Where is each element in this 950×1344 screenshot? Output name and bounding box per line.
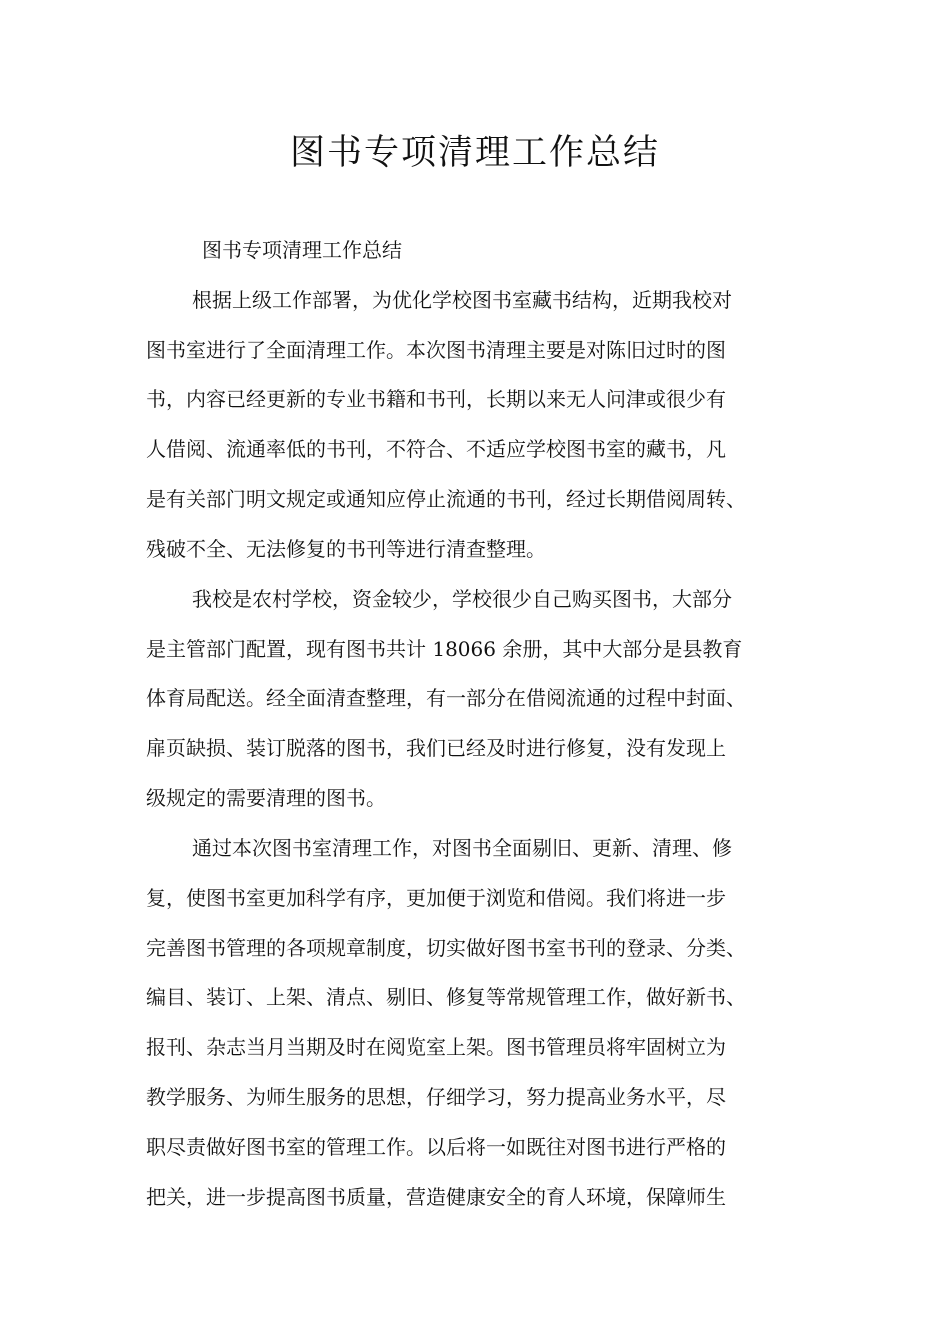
paragraph-3-line-4: 编目、装订、上架、清点、剔旧、修复等常规管理工作，做好新书、 — [146, 985, 746, 1009]
paragraph-3-line-3: 完善图书管理的各项规章制度，切实做好图书室书刊的登录、分类、 — [146, 936, 746, 960]
paragraph-2-line-3: 体育局配送。经全面清查整理，有一部分在借阅流通的过程中封面、 — [146, 686, 746, 710]
paragraph-1-line-5: 是有关部门明文规定或通知应停止流通的书刊，经过长期借阅周转、 — [146, 487, 746, 511]
paragraph-1-line-3: 书，内容已经更新的专业书籍和书刊，长期以来无人问津或很少有 — [146, 387, 726, 411]
paragraph-1-line-6: 残破不全、无法修复的书刊等进行清查整理。 — [146, 537, 546, 561]
paragraph-2-line-1: 我校是农村学校，资金较少，学校很少自己购买图书，大部分 — [192, 587, 732, 611]
document-subtitle: 图书专项清理工作总结 — [202, 238, 402, 262]
paragraph-1-line-4: 人借阅、流通率低的书刊，不符合、不适应学校图书室的藏书，凡 — [146, 437, 726, 461]
paragraph-3-line-6: 教学服务、为师生服务的思想，仔细学习，努力提高业务水平，尽 — [146, 1085, 726, 1109]
paragraph-3-line-1: 通过本次图书室清理工作，对图书全面剔旧、更新、清理、修 — [192, 836, 732, 860]
paragraph-3-line-8: 把关，进一步提高图书质量，营造健康安全的育人环境，保障师生 — [146, 1185, 726, 1209]
paragraph-3-line-2: 复，使图书室更加科学有序，更加便于浏览和借阅。我们将进一步 — [146, 886, 726, 910]
paragraph-3-line-7: 职尽责做好图书室的管理工作。以后将一如既往对图书进行严格的 — [146, 1135, 726, 1159]
paragraph-2-line-4: 扉页缺损、装订脱落的图书，我们已经及时进行修复，没有发现上 — [146, 736, 726, 760]
paragraph-2-line-2: 是主管部门配置，现有图书共计 18066 余册，其中大部分是县教育 — [146, 637, 743, 661]
paragraph-1-line-2: 图书室进行了全面清理工作。本次图书清理主要是对陈旧过时的图 — [146, 338, 726, 362]
document-title: 图书专项清理工作总结 — [289, 133, 660, 173]
paragraph-2-line-5: 级规定的需要清理的图书。 — [146, 786, 386, 810]
paragraph-1-line-1: 根据上级工作部署，为优化学校图书室藏书结构，近期我校对 — [192, 288, 732, 312]
paragraph-3-line-5: 报刊、杂志当月当期及时在阅览室上架。图书管理员将牢固树立为 — [146, 1035, 726, 1059]
